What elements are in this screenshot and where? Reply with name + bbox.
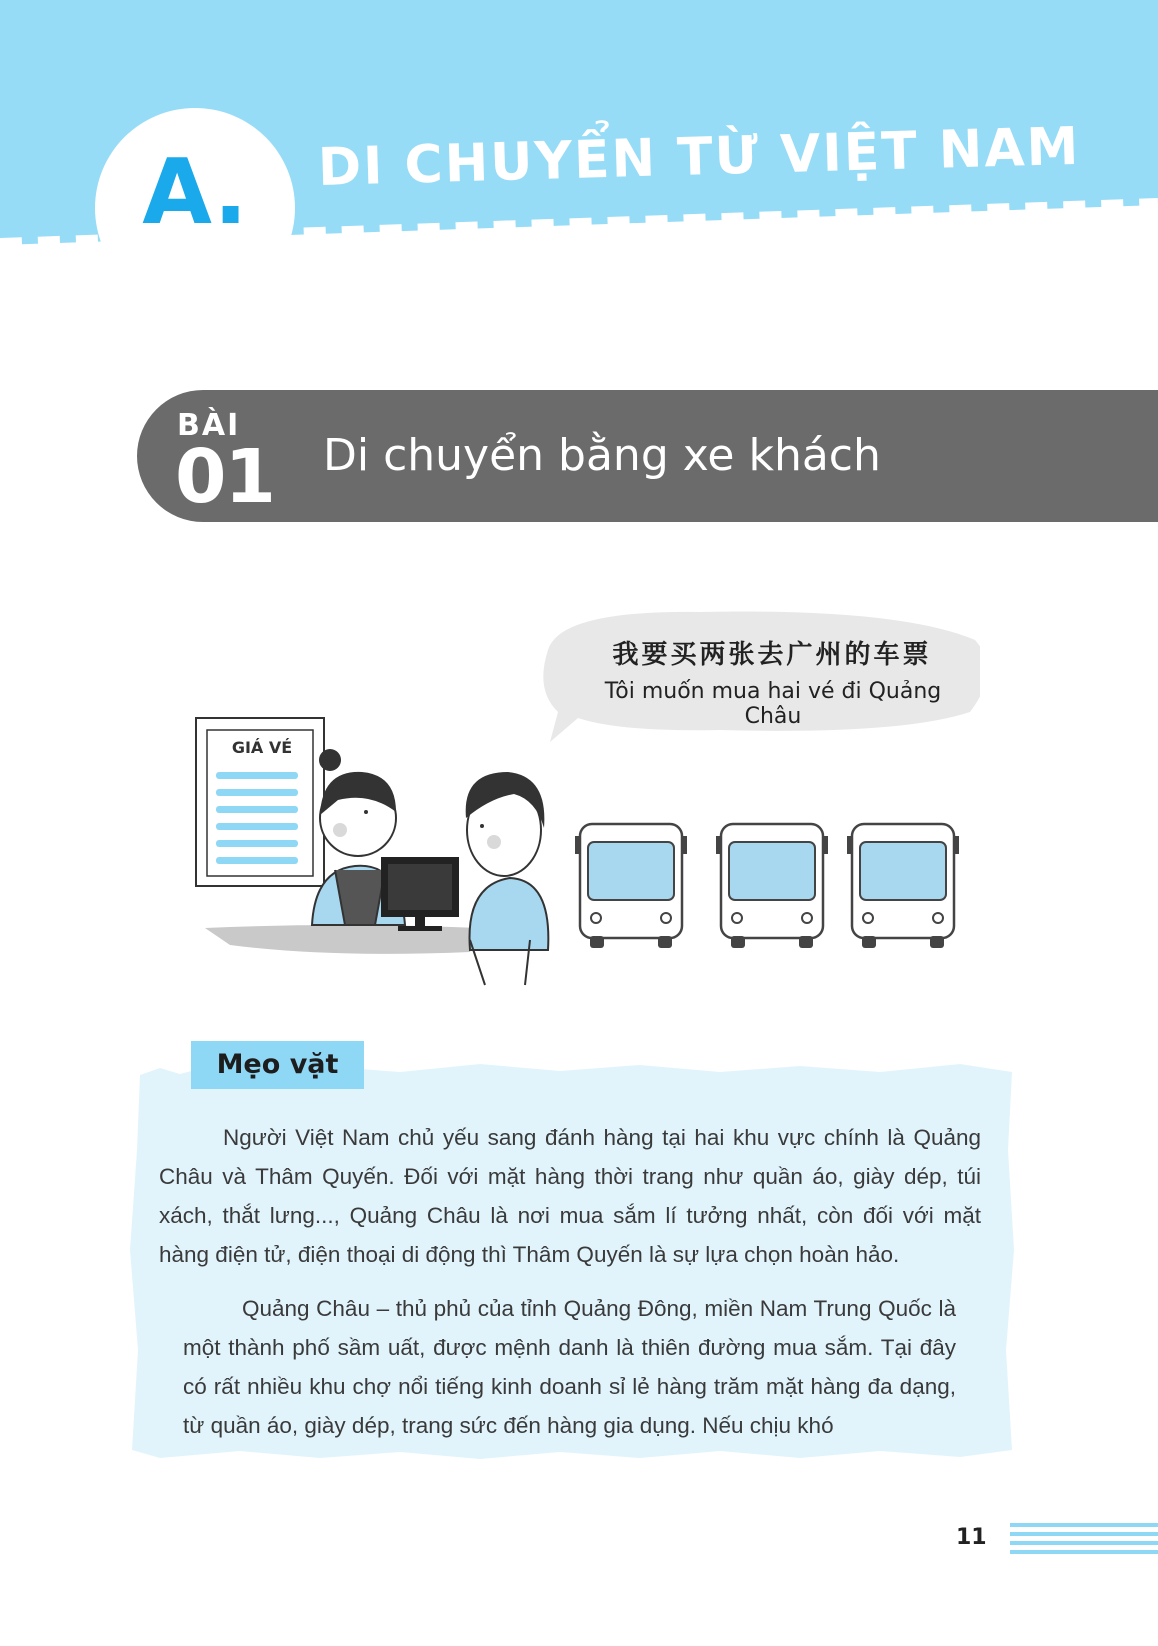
price-board-label: GIÁ VÉ [231,738,293,757]
tips-paragraph-2: Quảng Châu – thủ phủ của tỉnh Quảng Đông, miền Nam Trung Quốc là một thành phố sầm uất, được mệnh danh là thiên đường mua sắm. Tại đây có rất nhiều khu chợ nổi tiếng kinh doanh sỉ lẻ hàng trăm mặt hàng đa dạng, từ quần áo, giày dép, trang sức đến hàng gia dụng. Nếu chịu khó [183,1296,956,1438]
section-title: DI CHUYỂN TỪ VIỆT NAM [317,116,1082,198]
bus-icon-1 [575,824,687,948]
customer-icon [466,772,549,985]
bus-icon-3 [847,824,959,948]
lesson-word: BÀI [177,408,241,443]
bus-icon-2 [716,824,828,948]
page-number-stripes [1010,1521,1158,1557]
speech-vietnamese: Tôi muốn mua hai vé đi Quảng Châu [604,679,942,729]
lesson-header [137,390,1158,522]
tips-label: Mẹo vặt [191,1041,364,1089]
lesson-title: Di chuyển bằng xe khách [323,430,881,481]
tips-paragraph-1: Người Việt Nam chủ yếu sang đánh hàng tại hai khu vực chính là Quảng Châu và Thâm Quyến. Đối với mặt hàng thời trang như quần áo, giày dép, túi xách, thắt lưng..., Quảng Châu là nơi mua sắm lí tưởng nhất, còn đối với mặt hàng điện tử, điện thoại di động thì Thâm Quyến là sự lựa chọn hoàn hảo. [159,1125,981,1267]
lesson-number: 01 [175,434,274,520]
page-number: 11 [956,1525,987,1550]
section-letter: A. [142,140,248,245]
speech-chinese: 我要买两张去广州的车票 [612,640,932,670]
